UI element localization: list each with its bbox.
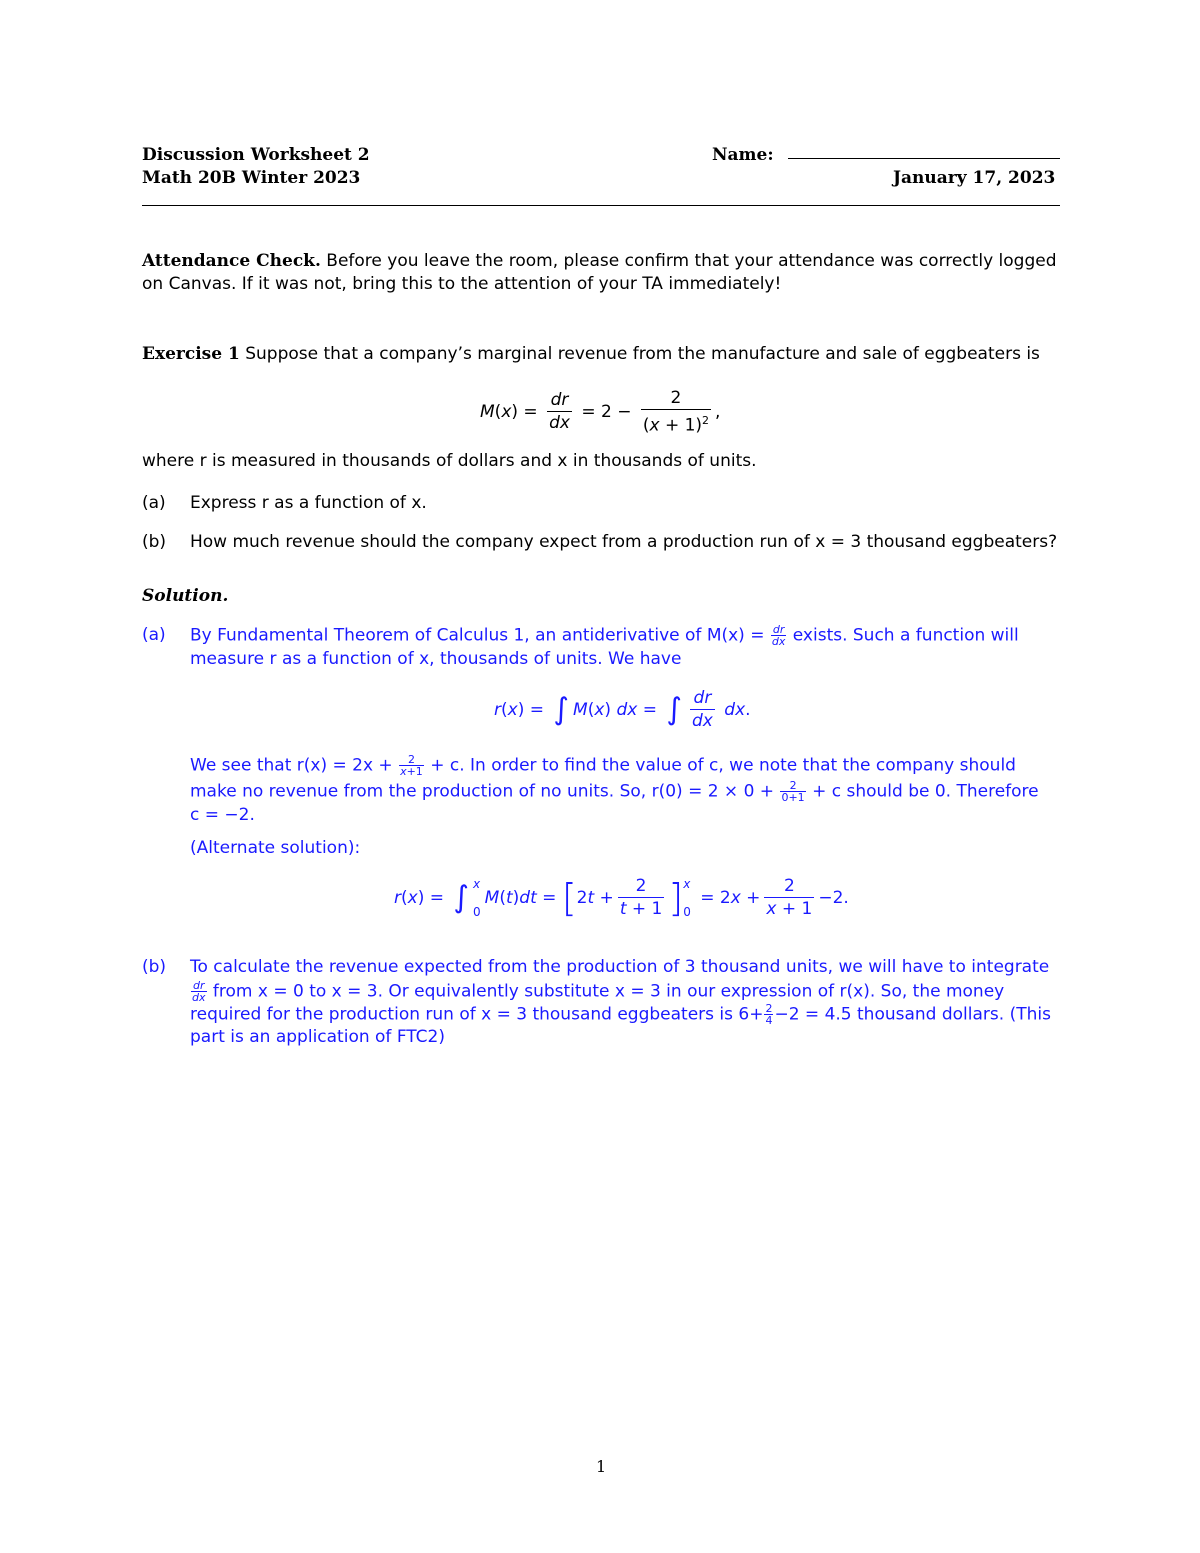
header-divider bbox=[142, 205, 1060, 206]
exercise-part-b bbox=[142, 531, 166, 553]
exercise-heading: Exercise 1 bbox=[142, 344, 240, 364]
integral-equation: r ( x ) = ∫ M ( x ) dx = ∫ $\frac{dr}{dx}$ dx . bbox=[494, 688, 751, 731]
course-title: Math 20B Winter 2023 bbox=[142, 168, 361, 188]
solution-a-line3-post: + c. In order to find the value of c, we note that the company should bbox=[424, 755, 1016, 776]
solution-a-line1-pre: By Fundamental Theorem of Calculus 1, an antiderivative of M(x) = bbox=[190, 625, 770, 646]
exercise-intro-text: Suppose that a company’s marginal revenue from the manufacture and sale of eggbeaters is bbox=[239, 344, 1040, 364]
exercise-part-a bbox=[142, 492, 166, 514]
solution-a-line3: We see that r(x) = 2x + $\frac{2}{x+1}$ + c. In order to find the value of c, we note that the company should bbox=[190, 753, 1016, 778]
exercise-where: where r is measured in thousands of dollars and x in thousands of units. bbox=[142, 451, 757, 471]
solution-a-line2: measure r as a function of x, thousands of units. We have bbox=[190, 649, 682, 669]
part-b-label: (b) bbox=[142, 532, 167, 552]
name-blank-line[interactable] bbox=[788, 158, 1060, 159]
solution-b-line3-post: −2 = 4.5 thousand dollars. (This bbox=[774, 1004, 1051, 1025]
worksheet-date: January 17, 2023 bbox=[893, 168, 1056, 188]
solution-b-line1: To calculate the revenue expected from the production of 3 thousand units, we will have to integrate bbox=[190, 957, 1050, 977]
solution-a-line1: By Fundamental Theorem of Calculus 1, an antiderivative of M(x) = $\frac{dr}{dx}$ exists. Such a function will bbox=[190, 623, 1019, 648]
attendance-paragraph-line2: on Canvas. If it was not, bring this to the attention of your TA immediately! bbox=[142, 274, 782, 294]
name-label: Name: bbox=[712, 145, 774, 165]
solution-a-line5: c = −2. bbox=[190, 805, 255, 825]
attendance-paragraph-line1 bbox=[142, 250, 1057, 272]
solution-a-label: (a) bbox=[142, 625, 166, 645]
solution-b-line3: required for the production run of x = 3 thousand eggbeaters is 6+ $\frac{2}{4}$ −2 = 4.5 thousand dollars. (This bbox=[190, 1002, 1051, 1027]
solution-a-line3-pre: We see that r(x) = 2x + bbox=[190, 755, 399, 776]
solution-a-line4-post: + c should be 0. Therefore bbox=[806, 781, 1039, 802]
solution-b-line2-post: from x = 0 to x = 3. Or equivalently substitute x = 3 in our expression of r(x). So, the money bbox=[207, 981, 1005, 1002]
alternate-solution-label: (Alternate solution): bbox=[190, 838, 361, 858]
solution-b-line2: $\frac{dr}{dx}$ from x = 0 to x = 3. Or equivalently substitute x = 3 in our expression of r(x). So, the money bbox=[192, 979, 1005, 1004]
solution-a-line1-post: exists. Such a function will bbox=[787, 625, 1019, 646]
worksheet-title: Discussion Worksheet 2 bbox=[142, 145, 370, 165]
solution-b-line4: part is an application of FTC2) bbox=[190, 1027, 445, 1047]
solution-b-line3-pre: required for the production run of x = 3 thousand eggbeaters is 6+ bbox=[190, 1004, 764, 1025]
solution-b-label: (b) bbox=[142, 957, 167, 977]
exercise-part-b-text: How much revenue should the company expect from a production run of x = 3 thousand eggbeaters? bbox=[190, 532, 1058, 552]
attendance-text-1: Before you leave the room, please confirm that your attendance was correctly logged bbox=[320, 251, 1057, 271]
alternate-integral-equation: r ( x ) = ∫ x 0 M ( t ) dt = [ 2 t + $\frac{2}{t + 1}$ ] x 0 = 2 x + $\frac{2}{x + 1}$ −2. bbox=[394, 875, 849, 920]
exercise-part-a-text: Express r as a function of x. bbox=[190, 493, 427, 513]
marginal-revenue-equation: M ( x ) = $\frac{dr}{dx}$ = 2 − $\frac{2}{(x + 1)^2}$ , bbox=[480, 388, 721, 436]
solution-a-line4: make no revenue from the production of no units. So, r(0) = 2 × 0 + $\frac{2}{0+1}$ + c should be 0. Therefore bbox=[190, 779, 1039, 804]
part-a-label: (a) bbox=[142, 493, 166, 513]
solution-a-line4-pre: make no revenue from the production of no units. So, r(0) = 2 × 0 + bbox=[190, 781, 780, 802]
exercise-intro bbox=[142, 343, 1040, 365]
page-number: 1 bbox=[596, 1457, 607, 1476]
attendance-heading: Attendance Check. bbox=[142, 251, 321, 271]
solution-heading: Solution. bbox=[142, 586, 229, 606]
